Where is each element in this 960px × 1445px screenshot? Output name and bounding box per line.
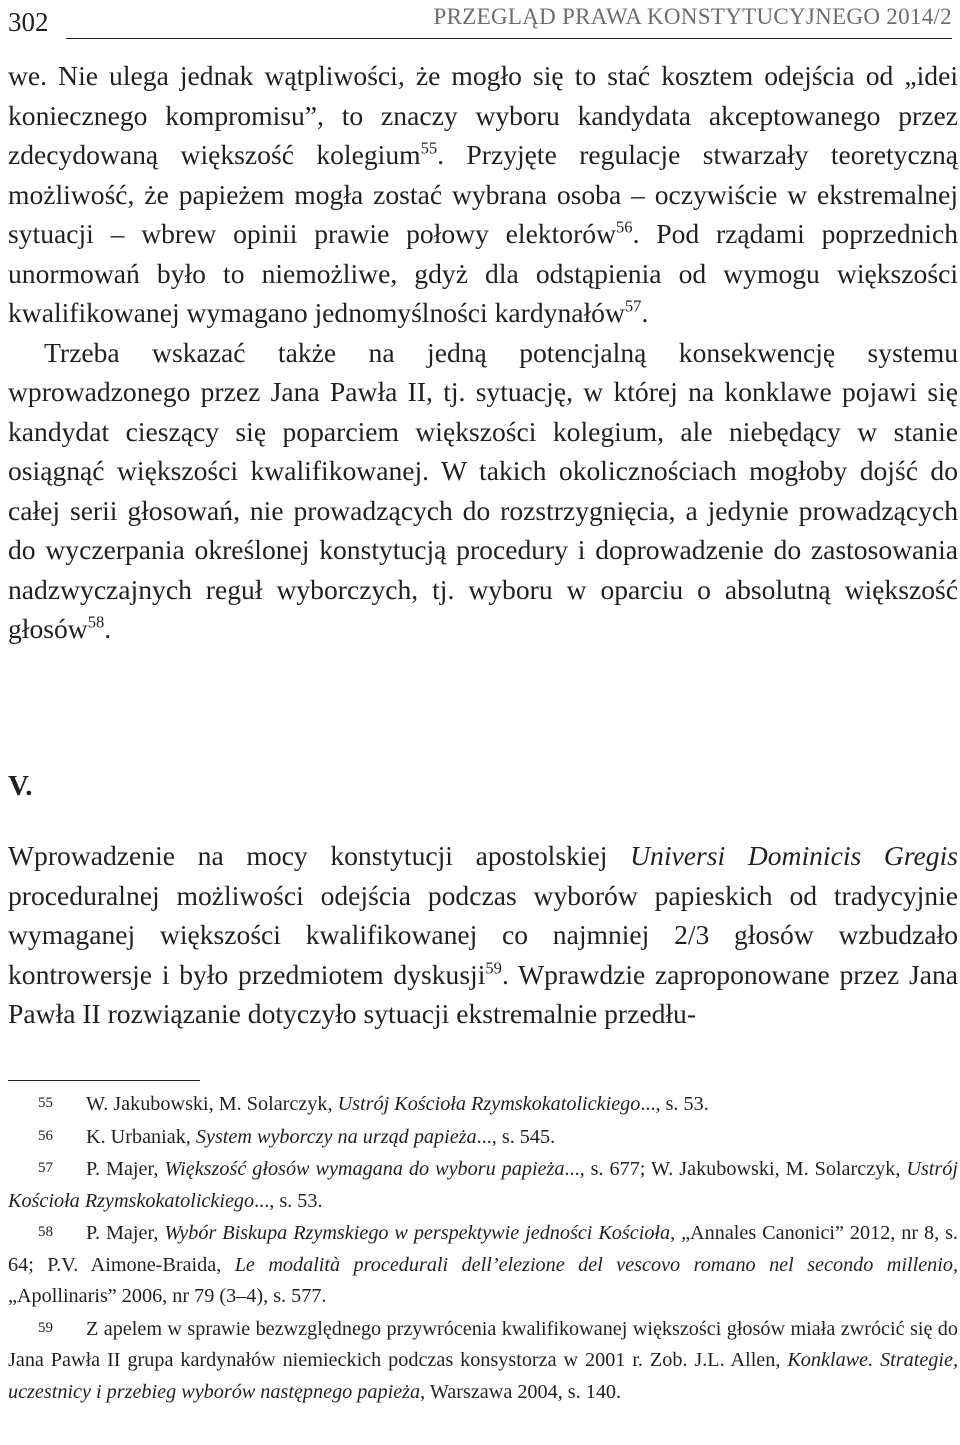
text: , „Apollinaris” 2006, nr 79 (3–4), s. 577. [8, 1253, 959, 1307]
text: we. Nie ulega jednak wątpliwości, że mogło się to stać kosztem odejścia od „idei koniecznego kompromisu”, to znaczy wyboru kandydata akceptowanego przez zdecydowaną większość kolegium [8, 60, 958, 170]
italic-title: System wyborczy na urząd papieża [195, 1125, 477, 1148]
italic-title: Universi Dominicis Gregis [630, 840, 958, 871]
footnote-56 [8, 1121, 958, 1154]
italic-title: Wybór Biskupa Rzymskiego w perspektywie jedności Kościoła [164, 1222, 671, 1244]
footnote-59 [8, 1313, 958, 1409]
footnote-55 [8, 1088, 958, 1121]
italic-title: Większość głosów wymagana do wyboru papieża [164, 1158, 565, 1180]
body-text-top [8, 56, 958, 649]
footnote-number: 59 [38, 1319, 53, 1336]
text: . Przyjęte regulacje stwarzały teoretyczną możliwość, że papieżem mogła zostać wybrana osoba – oczywiście w ekstremalnej sytuacji – wbrew opinii prawie połowy elektorów [8, 139, 958, 249]
footnote-number: 58 [38, 1224, 53, 1240]
text: Trzeba wskazać także na jedną potencjalną konsekwencję systemu wprowadzonego przez Jana Pawła II, tj. sytuację, w której na konklawe pojawi się kandydat cieszący się poparciem większości kolegium, ale niebędący w stanie osiągnąć większości kwalifikowanej. W takich okolicznościach mogłoby dojść do całej serii głosowań, nie prowadzących do rozstrzygnięcia, a jedynie prowadzących do wyczerpania określonej konstytucją procedury i doprowadzenie do zastosowania nadzwyczajnych reguł wyborczych, tj. wyboru w oparciu o absolutną większość głosów [8, 336, 958, 644]
italic-title: Ustrój Kościoła Rzymskokatolickiego [337, 1093, 641, 1115]
text: ..., s. 53. [640, 1093, 709, 1115]
text: . Pod rządami poprzednich unormowań było to niemożliwe, gdyż dla odstąpienia od wymogu większości kwalifikowanej wymagano jednomyślności kardynałów [8, 218, 958, 328]
text: . [641, 297, 649, 328]
footnote-ref[interactable]: 56 [616, 217, 633, 237]
text: proceduralnej możliwości odejścia podczas wyborów papieskich od tradycyjnie wymaganej większości kwalifikowanej co najmniej 2/3 głosów wzbudzało kontrowersje i było przedmiotem dyskusji [8, 879, 958, 990]
section-heading: V. [8, 770, 33, 802]
paragraph [8, 56, 958, 333]
text: Wprowadzenie na mocy konstytucji apostolskiej [8, 840, 631, 871]
text: ..., s. 53. [254, 1189, 323, 1212]
text: Z apelem w sprawie bezwzględnego przywrócenia kwalifikowanej większości głosów miała zwrócić się do Jana Pawła II grupa kardynałów niemieckich podczas konsystorza w 2001 r. Zob. J.L. Allen, [8, 1317, 958, 1371]
text: ..., s. 545. [476, 1125, 556, 1148]
text: . [104, 613, 112, 644]
text: , Warszawa 2004, s. 140. [420, 1380, 622, 1403]
text: P. Majer, [86, 1222, 165, 1244]
footnote-57 [8, 1153, 958, 1217]
header-rule [66, 38, 952, 39]
paragraph [8, 333, 958, 649]
page-number: 302 [8, 7, 49, 37]
text: ..., s. 677; W. Jakubowski, M. Solarczyk, [564, 1158, 907, 1180]
footnote-number: 57 [38, 1160, 53, 1176]
footnotes [8, 1088, 958, 1408]
footnote-number: 56 [38, 1127, 53, 1144]
text: P. Majer, [86, 1158, 165, 1180]
body-text-bottom [8, 836, 958, 1034]
text: W. Jakubowski, M. Solarczyk, [86, 1093, 338, 1115]
footnote-ref[interactable]: 58 [87, 612, 105, 632]
text: . Wprawdzie zaproponowane przez Jana Pawła II rozwiązanie dotyczyło sytuacji ekstremalnie przedłu- [8, 958, 958, 1029]
page-header [8, 2, 952, 46]
text: K. Urbaniak, [86, 1125, 196, 1148]
footnote-ref[interactable]: 59 [485, 958, 502, 978]
footnote-number: 55 [38, 1095, 53, 1111]
running-title: PRZEGLĄD PRAWA KONSTYTUCYJNEGO 2014/2 [433, 4, 952, 29]
footnote-rule [8, 1080, 200, 1081]
footnote-ref[interactable]: 57 [624, 296, 642, 316]
italic-title: Le modalità procedurali dell’elezione del vescovo romano nel secondo millenio [234, 1253, 953, 1276]
italic-title: Ustrój Kościoła Rzymskokatolickiego [8, 1158, 958, 1212]
footnote-58 [8, 1217, 958, 1313]
paragraph [8, 836, 958, 1034]
italic-title: Konklawe. Strategie, uczestnicy i przebieg wyborów następnego papieża [8, 1349, 958, 1403]
footnote-ref[interactable]: 55 [420, 138, 438, 158]
text: , „Annales Canonici” 2012, nr 8, s. 64; P.V. Aimone-Braida, [8, 1222, 958, 1276]
